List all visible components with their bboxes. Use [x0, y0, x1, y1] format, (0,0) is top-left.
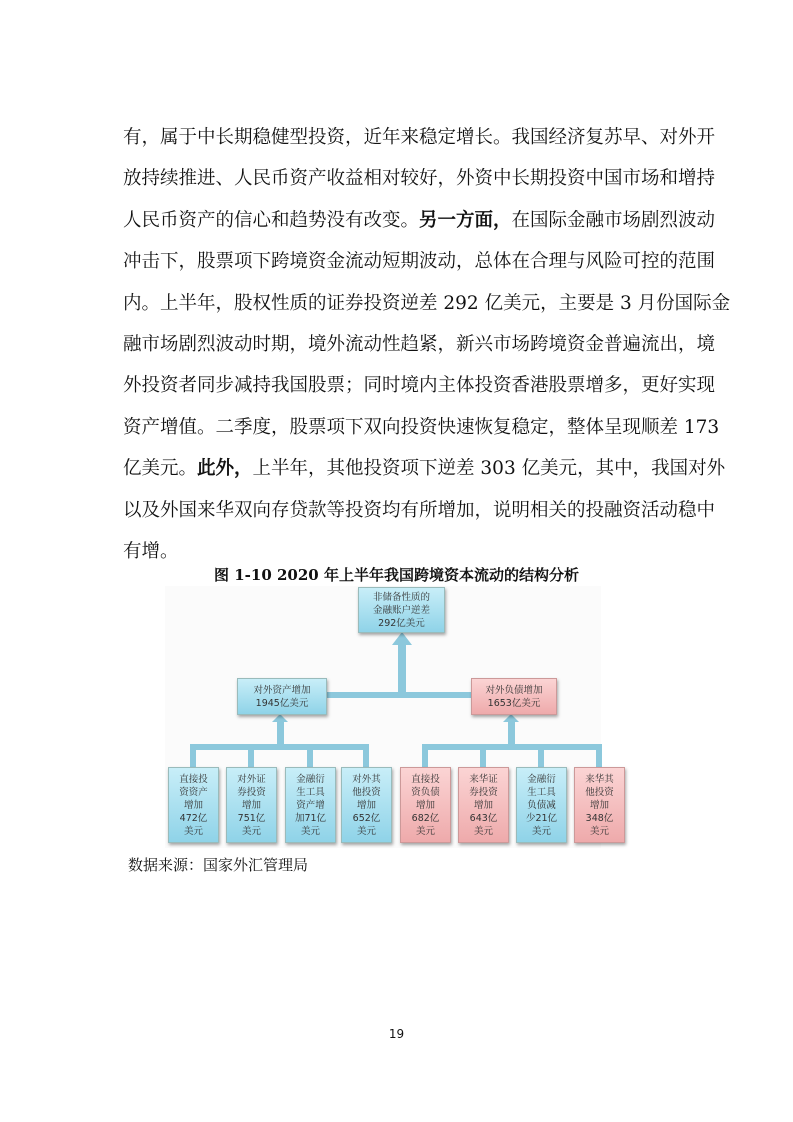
arrow-up-icon	[503, 714, 519, 722]
bold-phrase: 此外，	[197, 458, 253, 480]
figure-caption: 图 1-10 2020 年上半年我国跨境资本流动的结构分析	[214, 566, 579, 584]
text-run: 冲击下，股票项下跨境资金流动短期波动，总体在合理与风险可控的范围	[123, 251, 716, 273]
text-run: 资产增值。二季度，股票项下双向投资快速恢复稳定，整体呈现顺差 173	[123, 416, 720, 438]
text-run: 人民币资产的信心和趋势没有改变。	[123, 209, 420, 231]
connector	[363, 744, 369, 768]
connector	[398, 644, 406, 694]
page-number: 19	[388, 1027, 405, 1041]
paragraph-line	[123, 540, 697, 564]
flow-diagram	[165, 586, 614, 848]
box-right-child: 直接投 资负债 增加 682亿 美元	[400, 767, 451, 843]
box-right-child: 来华其 他投资 增加 348亿 美元	[574, 767, 625, 843]
paragraph-line	[123, 333, 716, 357]
paragraph-line	[123, 416, 720, 440]
connector	[422, 744, 428, 768]
connector	[307, 744, 313, 768]
connector	[538, 744, 544, 768]
arrow-up-icon	[392, 632, 412, 645]
text-run: 内。上半年，股权性质的证券投资逆差 292 亿美元，主要是 3 月份国际金	[123, 292, 731, 314]
bold-phrase: 另一方面，	[419, 209, 512, 231]
box-foreign-assets: 对外资产增加 1945亿美元	[237, 678, 327, 715]
connector	[596, 744, 602, 768]
paragraph-line	[123, 499, 716, 523]
box-left-child: 金融衍 生工具 资产增 加71亿 美元	[285, 767, 336, 843]
box-right-child: 来华证 券投资 增加 643亿 美元	[458, 767, 509, 843]
connector	[248, 744, 254, 768]
paragraph-line	[123, 250, 716, 274]
text-run: 以及外国来华双向存贷款等投资均有所增加，说明相关的投融资活动稳中	[123, 499, 716, 521]
box-left-child: 对外其 他投资 增加 652亿 美元	[341, 767, 392, 843]
connector	[195, 744, 367, 750]
paragraph-line	[123, 167, 716, 191]
paragraph-line	[123, 374, 716, 398]
box-right-child: 金融衍 生工具 负债减 少21亿 美元	[516, 767, 567, 843]
paragraph-line	[123, 126, 716, 150]
text-run: 在国际金融市场剧烈波动	[511, 209, 716, 231]
box-left-child: 直接投 资资产 增加 472亿 美元	[168, 767, 219, 843]
paragraph-line	[123, 457, 726, 481]
text-run: 放持续推进、人民币资产收益相对较好，外资中长期投资中国市场和增持	[123, 168, 716, 190]
paragraph-line	[123, 209, 716, 233]
text-run: 融市场剧烈波动时期，境外流动性趋紧，新兴市场跨境资金普遍流出，境	[123, 334, 716, 355]
text-run: 亿美元。	[123, 458, 198, 480]
text-run: 有增。	[123, 541, 179, 562]
connector	[480, 744, 486, 768]
box-foreign-liabilities: 对外负债增加 1653亿美元	[471, 678, 557, 715]
box-left-child: 对外证 券投资 增加 751亿 美元	[226, 767, 277, 843]
paragraph-line	[123, 292, 731, 316]
connector	[427, 744, 601, 750]
connector	[325, 692, 471, 698]
text-run: 上半年，其他投资项下逆差 303 亿美元，其中，我国对外	[252, 458, 726, 480]
text-run: 外投资者同步减持我国股票；同时境内主体投资香港股票增多，更好实现	[123, 375, 716, 397]
connector	[190, 744, 196, 768]
data-source: 数据来源：国家外汇管理局	[128, 856, 309, 874]
arrow-up-icon	[272, 714, 288, 722]
text-run: 有，属于中长期稳健型投资，近年来稳定增长。我国经济复苏早、对外开	[123, 127, 716, 148]
box-financial-account-deficit: 非储备性质的 金融账户逆差 292亿美元	[358, 587, 445, 633]
